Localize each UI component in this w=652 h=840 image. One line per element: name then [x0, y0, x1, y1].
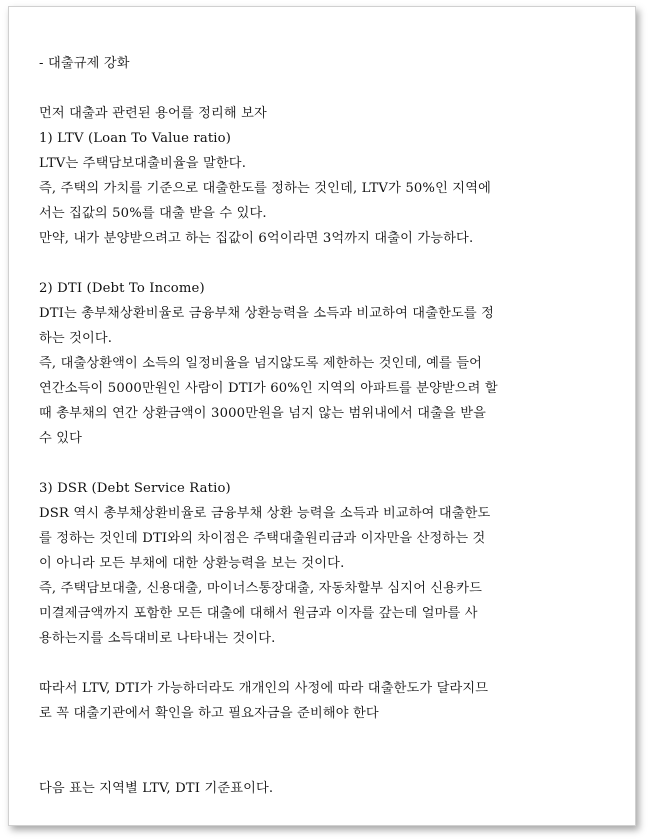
- conclusion-line: 따라서 LTV, DTI가 가능하더라도 개개인의 사정에 따라 대출한도가 달라지므: [39, 681, 489, 696]
- dti-line: 때 총부채의 연간 상환금액이 3000만원을 넘지 않는 범위내에서 대출을 받을: [39, 406, 487, 421]
- conclusion-line: 로 꼭 대출기관에서 확인을 하고 필요자금을 준비해야 한다: [39, 706, 379, 721]
- intro-text: 먼저 대출과 관련된 용어를 정리해 보자: [39, 106, 267, 121]
- table-intro-text: 다음 표는 지역별 LTV, DTI 기준표이다.: [39, 781, 274, 796]
- dsr-line: 미결제금액까지 포함한 모든 대출에 대해서 원금과 이자를 갚는데 얼마를 사: [39, 606, 478, 621]
- document-body: [39, 51, 611, 801]
- dsr-line: 용하는지를 소득대비로 나타내는 것이다.: [39, 631, 276, 646]
- dti-title: 2) DTI (Debt To Income): [39, 281, 205, 296]
- dsr-title: 3) DSR (Debt Service Ratio): [39, 481, 231, 496]
- dsr-line: DSR 역시 총부채상환비율로 금융부채 상환 능력을 소득과 비교하여 대출한도: [39, 506, 491, 521]
- dsr-line: 즉, 주택담보대출, 신용대출, 마이너스통장대출, 자동차할부 심지어 신용카드: [39, 581, 482, 596]
- dsr-line: 이 아니라 모든 부채에 대한 상환능력을 보는 것이다.: [39, 556, 345, 571]
- section-heading: - 대출규제 강화: [39, 56, 130, 71]
- ltv-line: 만약, 내가 분양받으려고 하는 집값이 6억이라면 3억까지 대출이 가능하다.: [39, 231, 474, 246]
- dti-line: 연간소득이 5000만원인 사람이 DTI가 60%인 지역의 아파트를 분양받으려 할: [39, 381, 498, 396]
- ltv-line: LTV는 주택담보대출비율을 말한다.: [39, 156, 247, 171]
- ltv-title: 1) LTV (Loan To Value ratio): [39, 131, 232, 146]
- document-page: [8, 6, 636, 826]
- dti-line: 즉, 대출상환액이 소득의 일정비율을 넘지않도록 제한하는 것인데, 예를 들어: [39, 356, 482, 371]
- ltv-line: 즉, 주택의 가치를 기준으로 대출한도를 정하는 것인데, LTV가 50%인 지역에: [39, 181, 491, 196]
- dsr-line: 를 정하는 것인데 DTI와의 차이점은 주택대출원리금과 이자만을 산정하는 것: [39, 531, 486, 546]
- dti-line: 하는 것이다.: [39, 331, 113, 346]
- ltv-line: 서는 집값의 50%를 대출 받을 수 있다.: [39, 206, 267, 221]
- dti-line: 수 있다: [39, 431, 83, 446]
- dti-line: DTI는 총부채상환비율로 금융부채 상환능력을 소득과 비교하여 대출한도를 정: [39, 306, 494, 321]
